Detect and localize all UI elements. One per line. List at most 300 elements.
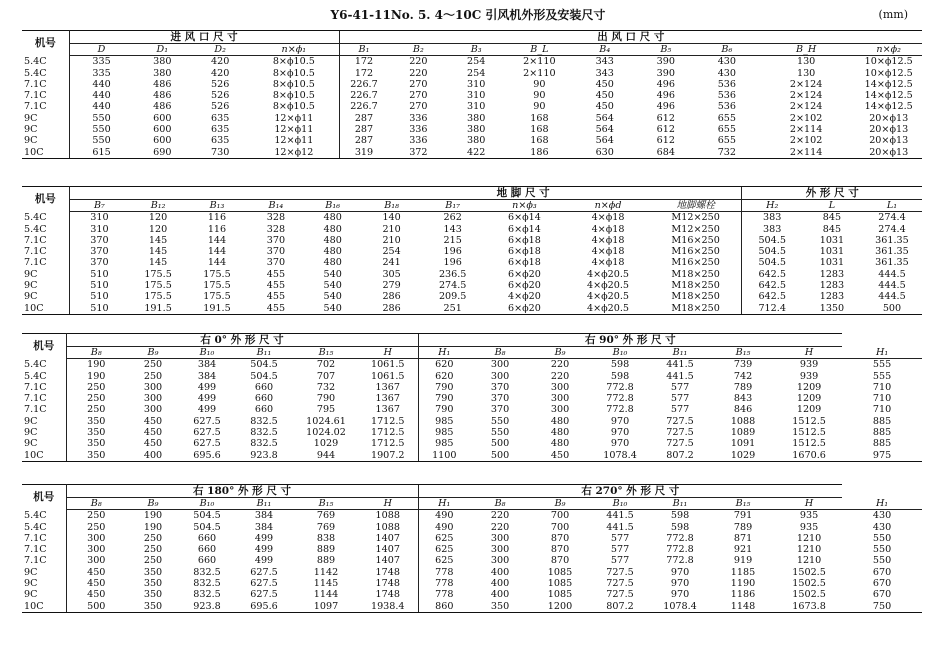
- value-cell: 789: [733, 381, 753, 393]
- value-cell: 4×ϕ20.5: [586, 291, 630, 303]
- value-cell: 196: [443, 246, 462, 258]
- value-cell: 1061.5: [370, 370, 405, 382]
- value-cell: 270: [409, 78, 428, 90]
- value-cell: 985: [418, 416, 470, 427]
- column-header-row: [22, 498, 922, 510]
- value-cell: 480: [550, 415, 570, 427]
- column-header: B₁₅: [294, 498, 358, 510]
- value-cell: 655: [717, 135, 736, 147]
- value-cell: 191.5: [129, 303, 187, 315]
- value-cell: 660: [254, 393, 274, 405]
- value-cell: 889: [316, 544, 336, 556]
- table-row: [22, 79, 922, 90]
- column-header: L: [802, 200, 862, 212]
- model-cell: 7.1C: [22, 544, 66, 555]
- value-cell: 370: [266, 234, 286, 246]
- value-cell: 526: [211, 78, 230, 90]
- value-cell: 1350: [802, 303, 862, 315]
- table-row: [22, 567, 922, 578]
- value-cell: 832.5: [250, 438, 278, 450]
- table-row: [22, 235, 922, 246]
- value-cell: 1209: [796, 404, 822, 416]
- value-cell: 486: [153, 90, 172, 102]
- value-cell: 1210: [796, 544, 822, 556]
- value-cell: 1029: [710, 450, 776, 462]
- value-cell: 2×102: [789, 112, 823, 124]
- model-cell: 5.4C: [22, 522, 66, 533]
- column-header: B₉: [530, 498, 590, 510]
- value-cell: 1512.5: [792, 415, 826, 427]
- value-cell: 600: [153, 124, 172, 136]
- value-cell: 486: [153, 101, 172, 113]
- model-cell: 9C: [22, 269, 69, 280]
- value-cell: 660: [254, 381, 274, 393]
- value-cell: 286: [361, 303, 423, 315]
- table-row: [22, 124, 922, 135]
- value-cell: 935: [799, 510, 819, 522]
- model-cell: 9C: [22, 113, 69, 124]
- value-cell: 300: [550, 393, 570, 405]
- value-cell: 2×124: [789, 101, 823, 113]
- value-cell: 274.4: [878, 212, 906, 224]
- column-header: B₈: [66, 347, 126, 359]
- value-cell: 390: [656, 56, 675, 68]
- table-row: [22, 427, 922, 438]
- value-cell: 642.5: [742, 269, 802, 280]
- value-cell: 236.5: [438, 268, 467, 280]
- value-cell: 287: [339, 124, 388, 135]
- model-cell: 9C: [22, 578, 66, 589]
- value-cell: 168: [530, 135, 549, 147]
- value-cell: 370: [266, 257, 286, 269]
- value-cell: 8×ϕ10.5: [272, 56, 315, 68]
- value-cell: 12×ϕ11: [274, 112, 314, 124]
- table-row: [22, 544, 922, 555]
- value-cell: 1031: [819, 246, 845, 258]
- value-cell: 350: [87, 415, 106, 427]
- value-cell: 4×ϕ18: [591, 223, 625, 235]
- table-row: [22, 589, 922, 600]
- value-cell: 430: [717, 67, 736, 79]
- value-cell: 300: [143, 404, 163, 416]
- value-cell: 422: [448, 147, 504, 159]
- value-cell: 140: [382, 212, 401, 224]
- value-cell: 660: [197, 555, 217, 567]
- value-cell: 430: [717, 56, 736, 68]
- table-row: [22, 522, 922, 533]
- value-cell: 499: [197, 404, 217, 416]
- column-header: H₁: [418, 347, 470, 359]
- value-cell: 145: [148, 257, 168, 269]
- value-cell: 550: [92, 135, 111, 147]
- value-cell: 480: [550, 427, 570, 439]
- unit-label: (mm): [878, 8, 908, 21]
- value-cell: 690: [133, 147, 191, 159]
- column-header: B₂: [388, 44, 448, 56]
- value-cell: 536: [717, 101, 736, 113]
- value-cell: 440: [92, 101, 111, 113]
- value-cell: 450: [87, 566, 106, 578]
- value-cell: 526: [211, 90, 230, 102]
- value-cell: 226.7: [339, 79, 388, 90]
- model-header: 机号: [22, 485, 66, 510]
- value-cell: 175.5: [144, 291, 172, 303]
- value-cell: 1407: [375, 555, 400, 567]
- value-cell: 670: [872, 589, 892, 601]
- value-cell: 727.5: [606, 589, 634, 601]
- value-cell: 120: [148, 212, 168, 224]
- table-row: [22, 113, 922, 124]
- value-cell: 1512.5: [792, 438, 826, 450]
- value-cell: 1502.5: [792, 566, 826, 578]
- value-cell: 4×ϕ18: [591, 246, 625, 258]
- value-cell: 577: [670, 404, 690, 416]
- value-cell: 450: [143, 438, 163, 450]
- value-cell: 20×ϕ13: [855, 147, 922, 159]
- value-cell: 300: [143, 381, 163, 393]
- value-cell: 440: [92, 78, 111, 90]
- value-cell: 1078.4: [590, 450, 650, 462]
- value-cell: 1712.5: [370, 427, 405, 439]
- value-cell: 300: [550, 381, 570, 393]
- value-cell: 370: [490, 381, 510, 393]
- value-cell: 919: [733, 555, 753, 567]
- group-header: 地 脚 尺 寸: [305, 187, 742, 200]
- value-cell: 550: [92, 112, 111, 124]
- value-cell: 440: [92, 90, 111, 102]
- column-header-row: [22, 347, 922, 359]
- value-cell: 450: [530, 450, 590, 462]
- value-cell: 577: [610, 555, 630, 567]
- value-cell: 450: [143, 415, 163, 427]
- value-cell: 2×124: [789, 78, 823, 90]
- model-cell: 7.1C: [22, 393, 66, 404]
- value-cell: 642.5: [742, 280, 802, 291]
- value-cell: 660: [197, 532, 217, 544]
- value-cell: 695.6: [234, 601, 294, 613]
- value-cell: 832.5: [193, 578, 221, 590]
- page-title: Y6-41-11No. 5. 4～10C 引风机外形及安装尺寸: [330, 8, 606, 22]
- value-cell: 8×ϕ10.5: [272, 78, 315, 90]
- value-cell: 710: [872, 393, 892, 405]
- value-cell: 328: [266, 212, 286, 224]
- value-cell: 496: [656, 78, 675, 90]
- value-cell: 226.7: [339, 101, 388, 112]
- value-cell: 450: [595, 90, 614, 102]
- value-cell: 270: [409, 90, 428, 102]
- value-cell: 921: [733, 544, 753, 556]
- value-cell: 262: [443, 212, 462, 224]
- value-cell: 254: [382, 246, 401, 258]
- value-cell: 1512.5: [792, 427, 826, 439]
- value-cell: 732: [316, 381, 336, 393]
- value-cell: 455: [266, 291, 286, 303]
- value-cell: 499: [197, 393, 217, 405]
- value-cell: 742: [733, 370, 753, 382]
- model-cell: 5.4C: [22, 56, 69, 68]
- column-header: B₁₀: [590, 498, 650, 510]
- value-cell: 450: [87, 589, 106, 601]
- table-row: [22, 291, 922, 302]
- value-cell: 2×110: [523, 67, 556, 79]
- value-cell: 300: [490, 544, 510, 556]
- value-cell: 772.8: [606, 381, 634, 393]
- column-header: B₄: [575, 44, 635, 56]
- value-cell: 615: [69, 147, 133, 159]
- value-cell: 1144: [313, 589, 339, 601]
- value-cell: 635: [211, 135, 230, 147]
- value-cell: 1209: [796, 393, 822, 405]
- column-header: D: [69, 44, 133, 56]
- table-row: [22, 246, 922, 257]
- value-cell: 335: [92, 56, 111, 68]
- value-cell: 1078.4: [650, 601, 710, 613]
- value-cell: 790: [418, 393, 470, 404]
- value-cell: 600: [153, 135, 172, 147]
- column-header: B₇: [69, 200, 129, 212]
- value-cell: 1148: [710, 601, 776, 613]
- value-cell: 430: [872, 521, 892, 533]
- group-header-row: [22, 485, 922, 498]
- table-row: [22, 212, 922, 224]
- value-cell: 226.7: [339, 90, 388, 101]
- value-cell: 789: [733, 521, 753, 533]
- value-cell: 550: [490, 427, 510, 439]
- column-header: D₂: [191, 44, 249, 56]
- value-cell: 274.4: [878, 223, 906, 235]
- value-cell: 144: [207, 246, 227, 258]
- value-cell: 441.5: [666, 370, 694, 382]
- value-cell: 540: [323, 291, 342, 303]
- group-header-row: [22, 31, 922, 44]
- table-row: [22, 510, 922, 522]
- value-cell: 6×ϕ18: [508, 234, 541, 246]
- value-cell: 441.5: [666, 359, 694, 371]
- value-cell: 1670.6: [776, 450, 842, 462]
- value-cell: 4×ϕ20.5: [566, 303, 650, 315]
- value-cell: 1031: [819, 257, 845, 269]
- value-cell: 732: [697, 147, 757, 159]
- value-cell: 480: [323, 234, 342, 246]
- value-cell: M12×250: [671, 212, 720, 224]
- value-cell: 500: [862, 303, 922, 315]
- value-cell: 455: [266, 280, 286, 292]
- column-header: B₉: [126, 498, 180, 510]
- value-cell: 2×114: [789, 124, 823, 136]
- value-cell: 600: [153, 112, 172, 124]
- value-cell: 6×ϕ18: [508, 257, 541, 269]
- value-cell: 250: [87, 404, 106, 416]
- value-cell: 1209: [796, 381, 822, 393]
- group-header: 右 90° 外 形 尺 寸: [418, 334, 842, 347]
- value-cell: 279: [382, 280, 401, 292]
- value-cell: 1200: [530, 601, 590, 613]
- value-cell: 550: [872, 532, 892, 544]
- value-cell: 350: [470, 601, 530, 613]
- value-cell: 20×ϕ13: [869, 135, 909, 147]
- column-header: B₁₁: [234, 347, 294, 359]
- value-cell: 370: [90, 234, 109, 246]
- column-header: D₁: [133, 44, 191, 56]
- value-cell: 598: [610, 359, 630, 371]
- value-cell: 6×ϕ20: [483, 303, 567, 315]
- value-cell: 935: [799, 521, 819, 533]
- value-cell: 90: [533, 78, 546, 90]
- value-cell: 500: [490, 438, 510, 450]
- value-cell: 480: [323, 212, 342, 224]
- value-cell: 630: [575, 147, 635, 159]
- column-header-row: [22, 200, 922, 212]
- value-cell: 144: [207, 234, 227, 246]
- model-cell: 7.1C: [22, 257, 69, 268]
- value-cell: 450: [595, 78, 614, 90]
- value-cell: 380: [467, 135, 486, 147]
- model-cell: 9C: [22, 416, 66, 427]
- table-row: [22, 280, 922, 291]
- column-header: B₁₅: [710, 498, 776, 510]
- value-cell: 1367: [375, 404, 400, 416]
- value-cell: 795: [316, 404, 336, 416]
- column-header: B₁₅: [710, 347, 776, 359]
- value-cell: 336: [409, 124, 428, 136]
- value-cell: 1061.5: [370, 359, 405, 371]
- model-cell: 9C: [22, 567, 66, 578]
- value-cell: 700: [550, 521, 570, 533]
- value-cell: 727.5: [606, 578, 634, 590]
- value-cell: 510: [69, 303, 129, 315]
- value-cell: 175.5: [203, 291, 231, 303]
- value-cell: 116: [207, 223, 227, 235]
- value-cell: 870: [550, 544, 570, 556]
- value-cell: 220: [550, 359, 570, 371]
- value-cell: 923.8: [180, 601, 234, 613]
- value-cell: 985: [418, 438, 470, 449]
- value-cell: 450: [595, 101, 614, 113]
- value-cell: 370: [490, 404, 510, 416]
- foundation-outline-table: [22, 186, 922, 315]
- value-cell: 727.5: [606, 566, 634, 578]
- value-cell: 564: [595, 135, 614, 147]
- value-cell: 14×ϕ12.5: [864, 90, 913, 102]
- value-cell: 10×ϕ12.5: [864, 56, 913, 68]
- value-cell: 335: [92, 67, 111, 79]
- value-cell: 14×ϕ12.5: [864, 78, 913, 90]
- table-row: [22, 359, 922, 371]
- group-header-row: [22, 334, 922, 347]
- table-row: [22, 371, 922, 382]
- column-header: B₅: [635, 44, 697, 56]
- value-cell: 1085: [547, 566, 573, 578]
- value-cell: 1502.5: [792, 578, 826, 590]
- value-cell: 975: [842, 450, 922, 462]
- value-cell: 627.5: [193, 438, 221, 450]
- value-cell: M16×250: [671, 246, 720, 258]
- value-cell: 336: [409, 135, 428, 147]
- value-cell: 390: [656, 67, 675, 79]
- value-cell: 1091: [730, 438, 756, 450]
- value-cell: 400: [126, 450, 180, 462]
- value-cell: 807.2: [650, 450, 710, 462]
- value-cell: 504.5: [193, 510, 221, 522]
- value-cell: 350: [143, 578, 163, 590]
- value-cell: 540: [323, 268, 342, 280]
- value-cell: 361.35: [875, 234, 909, 246]
- value-cell: 871: [733, 532, 753, 544]
- value-cell: 350: [87, 427, 106, 439]
- value-cell: 807.2: [590, 601, 650, 613]
- value-cell: 769: [316, 521, 336, 533]
- value-cell: 186: [504, 147, 575, 159]
- column-header: H₁: [842, 347, 922, 359]
- value-cell: 1145: [313, 578, 339, 590]
- value-cell: 20×ϕ13: [869, 112, 909, 124]
- model-cell: 9C: [22, 438, 66, 449]
- value-cell: 310: [467, 101, 486, 113]
- column-header: B_L: [504, 44, 575, 56]
- value-cell: 2×124: [789, 90, 823, 102]
- value-cell: 1367: [375, 393, 400, 405]
- value-cell: 191.5: [187, 303, 247, 315]
- value-cell: 1185: [730, 566, 756, 578]
- group-header: 右 180° 外 形 尺 寸: [66, 485, 418, 498]
- value-cell: 832.5: [250, 415, 278, 427]
- model-cell: 9C: [22, 291, 69, 302]
- model-cell: 7.1C: [22, 555, 66, 566]
- value-cell: 598: [610, 370, 630, 382]
- value-cell: 220: [550, 370, 570, 382]
- value-cell: 380: [153, 56, 172, 68]
- value-cell: 168: [530, 112, 549, 124]
- value-cell: 1031: [819, 234, 845, 246]
- table-row: [22, 404, 922, 415]
- value-cell: 4×ϕ18: [591, 212, 625, 224]
- value-cell: 885: [872, 415, 892, 427]
- value-cell: 350: [66, 450, 126, 462]
- value-cell: 750: [842, 601, 922, 613]
- value-cell: 384: [197, 370, 217, 382]
- value-cell: 172: [339, 68, 388, 79]
- value-cell: M16×250: [671, 234, 720, 246]
- value-cell: 504.5: [742, 246, 802, 257]
- model-cell: 7.1C: [22, 382, 66, 393]
- value-cell: 620: [418, 371, 470, 382]
- value-cell: 361.35: [875, 246, 909, 258]
- value-cell: 350: [126, 601, 180, 613]
- value-cell: 370: [90, 246, 109, 258]
- table-row: [22, 555, 922, 566]
- value-cell: 791: [733, 510, 753, 522]
- value-cell: 190: [143, 521, 163, 533]
- value-cell: 90: [533, 101, 546, 113]
- value-cell: 175.5: [203, 268, 231, 280]
- value-cell: 444.5: [878, 280, 906, 292]
- table-row: [22, 382, 922, 393]
- value-cell: 499: [254, 555, 274, 567]
- value-cell: 712.4: [742, 303, 802, 315]
- value-cell: 8×ϕ10.5: [272, 101, 315, 113]
- value-cell: 287: [339, 113, 388, 124]
- column-header: H: [776, 498, 842, 510]
- value-cell: 350: [143, 589, 163, 601]
- value-cell: 496: [656, 101, 675, 113]
- value-cell: 480: [550, 438, 570, 450]
- value-cell: 970: [610, 415, 630, 427]
- value-cell: 361.35: [875, 257, 909, 269]
- column-header: H: [358, 498, 418, 510]
- value-cell: 1712.5: [370, 415, 405, 427]
- column-header: B₁: [339, 44, 388, 56]
- column-header: B₁₇: [423, 200, 483, 212]
